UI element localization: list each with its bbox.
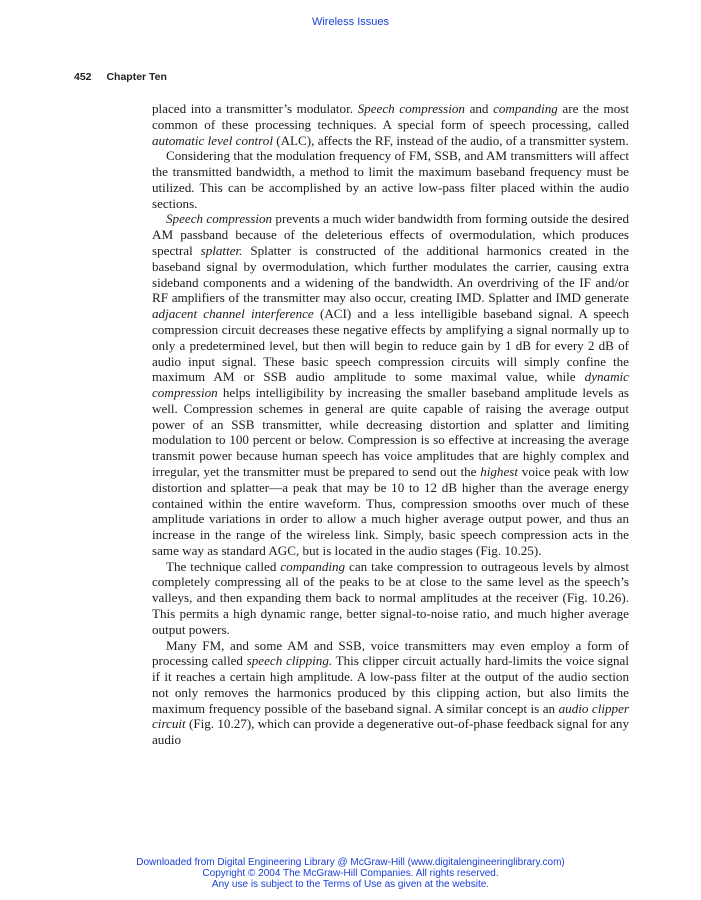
footer-terms-link[interactable]: Any use is subject to the Terms of Use as given at the website. xyxy=(211,879,490,890)
page-header xyxy=(74,71,179,83)
emphasis-term: dynamic compression xyxy=(152,369,629,401)
emphasis-term: highest xyxy=(480,463,519,479)
emphasis-term: Speech compression xyxy=(166,211,273,227)
paragraph-3: Speech compression prevents a much wider bandwidth from forming outside the desired AM passband because of the deleterious effects of overmodulation, which produces spectral splatter. Splatter is constructed of the additional harmonics created in the baseband signal by overmodulation, which further modulates the carrier, causing extra sideband components and a widening of the bandwidth. An overdriving of the IF and/or RF amplifiers of the transmitter may also occur, creating IMD. Splatter and IMD generate adjacent channel interference (ACI) and a less intelligible baseband signal. A speech compression circuit decreases these negative effects by amplifying a signal normally up to only a predetermined level, but then will begin to reduce gain by 1 dB for every 2 dB of audio input signal. These basic speech compression circuits will simply confine the maximum AM or SSB audio amplitude to some maximal value, while dynamic compression helps intelligibility by increasing the smaller baseband amplitude levels as well. Compression schemes in general are quite capable of raising the average output power of an SSB transmitter, while decreasing distortion and splatter and limiting modulation to 100 percent or below. Compression is so effective at increasing the average transmit power because human speech has voice amplitudes that are highly complex and irregular, yet the transmitter must be prepared to send out the highest voice peak with low distortion and splatter—a peak that may be 10 to 12 dB higher than the average energy contained within the entire waveform. Thus, compression smooths over much of these amplitude variations in order to allow a much higher average output power, and thus an increase in the range of the wireless link. Simply, basic speech compression acts in the same way as standard AGC, but is located in the audio stages (Fig. 10.25). xyxy=(152,211,629,558)
emphasis-term: adjacent channel interference xyxy=(152,306,314,322)
footer-copyright: Copyright © 2004 The McGraw-Hill Companies. All rights reserved. xyxy=(202,868,499,879)
paragraph-4: The technique called companding can take compression to outrageous levels by almost completely compressing all of the peaks to be at close to the same level as the speech’s valleys, and then expanding them back to normal amplitudes at the receiver (Fig. 10.26). This permits a high dynamic range, better signal-to-noise ratio, and much higher average output powers. xyxy=(152,558,629,637)
footer-download-link[interactable]: Downloaded from Digital Engineering Library @ McGraw-Hill (www.digitalengineeringlibrary.com) xyxy=(136,857,565,868)
footer xyxy=(0,857,701,890)
paragraph-5: Many FM, and some AM and SSB, voice transmitters may even employ a form of processing called speech clipping. This clipper circuit actually hard-limits the voice signal if it reaches a certain high amplitude. A low-pass filter at the output of the audio section not only removes the harmonics produced by this clipping action, but also limits the maximum frequency possible of the baseband signal. A similar concept is an audio clipper circuit (Fig. 10.27), which can provide a degenerative out-of-phase feedback signal for any audio xyxy=(152,637,629,748)
page-number: 452 xyxy=(74,71,92,83)
emphasis-term: speech clipping. xyxy=(246,653,333,669)
paragraph-1: placed into a transmitter’s modulator. Speech compression and companding are the most common of these processing techniques. A special form of speech processing, called automatic level control (ALC), affects the RF, instead of the audio, of a transmitter system. xyxy=(152,101,630,148)
emphasis-term: companding xyxy=(493,101,558,116)
emphasis-term: companding xyxy=(280,558,346,574)
emphasis-term: splatter. xyxy=(200,243,243,259)
emphasis-term: audio clipper circuit xyxy=(152,700,629,732)
paragraph-2: Considering that the modulation frequency of FM, SSB, and AM transmitters will affect the transmitted bandwidth, a method to limit the maximum baseband frequency must be utilized. This can be accomplished by an active low-pass filter placed within the audio sections. xyxy=(152,148,629,211)
running-head: Wireless Issues xyxy=(311,16,390,28)
emphasis-term: automatic level control xyxy=(152,132,273,148)
emphasis-term: Speech compression xyxy=(357,101,465,116)
chapter-title: Chapter Ten xyxy=(106,71,167,83)
body-text xyxy=(152,101,629,748)
